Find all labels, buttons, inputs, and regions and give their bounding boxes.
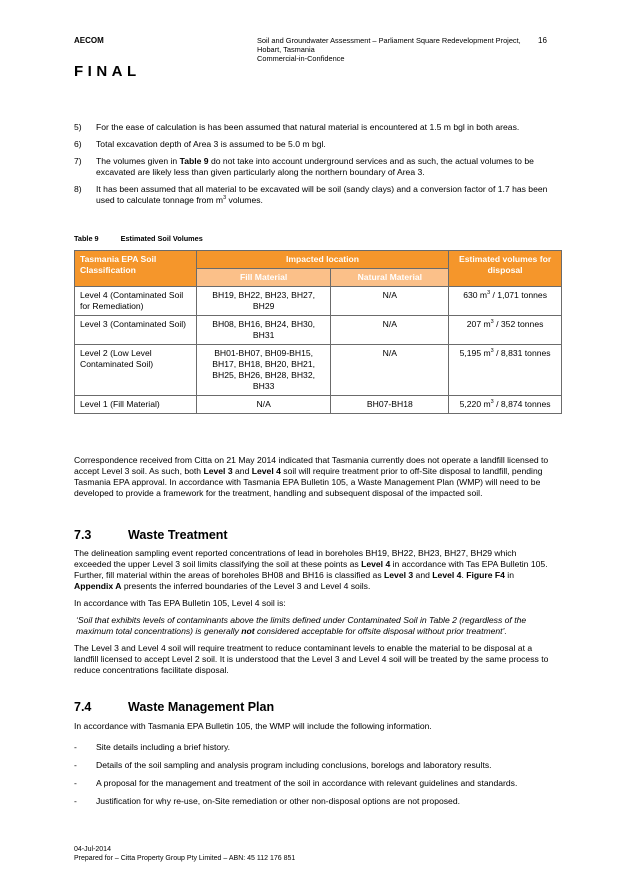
list-item: - Justification for why re-use, on-Site remediation or other non-disposal options are not proposed. (74, 796, 461, 806)
paragraph: The Level 3 and Level 4 soil will require treatment to reduce contaminant levels to enable the material to be disposal at a landfill licensed to accept Level 2 soil. It is understood that the Level 3 and Level 4 soil will be treated by the same process to reduce concentrations facilitate disposal. (74, 643, 549, 675)
footer-date: 04-Jul-2014 (74, 846, 111, 853)
soil-volumes-table (74, 250, 562, 414)
note-item: 6) Total excavation depth of Area 3 is assumed to be 5.0 m bgl. (74, 139, 326, 149)
section-body-waste-treatment (74, 548, 552, 682)
header-impacted-location: Impacted location (196, 251, 448, 269)
header-natural-material: Natural Material (331, 269, 449, 287)
paragraph: In accordance with Tas EPA Bulletin 105, Level 4 soil is: (74, 598, 286, 608)
document-title (257, 36, 527, 64)
note-item: 7) The volumes given in Table 9 do not take into account underground services and as such, the actual volumes to be excavated are likely less than given particularly along the northern boundary of Area 3. (74, 156, 534, 177)
wmp-intro: In accordance with Tasmania EPA Bulletin 105, the WMP will include the following information. (74, 721, 432, 731)
note-item: 5) For the ease of calculation is has been assumed that natural material is encountered at 1.5 m bgl in both areas. (74, 122, 520, 132)
title-line-2: Hobart, Tasmania (257, 45, 315, 55)
section-heading-waste-management-plan: 7.4 Waste Management Plan (74, 700, 275, 714)
header-estimated-volumes: Estimated volumes for disposal (449, 251, 562, 287)
table-row: Level 1 (Fill Material) N/A BH07-BH18 5,220 $m^3 / 8,874$ tonnes (75, 396, 562, 414)
correspondence-paragraph: Correspondence received from Citta on 21 May 2014 indicated that Tasmania currently does not operate a landfill licensed to accept Level 3 soil. As such, both Level 3 and Level 4 soil will require treatment prior to off-Site disposal to landfill, pending Tasmania EPA approval. In accordance with Tasmania EPA Bulletin 105, a Waste Management Plan (WMP) will need to be developed to provide a framework for the treatment, handling and subsequent disposal of the impacted soil. (74, 455, 549, 498)
list-item: - A proposal for the management and treatment of the soil in accordance with relevant guidelines and standards. (74, 778, 518, 788)
header-fill-material: Fill Material (196, 269, 331, 287)
list-item: - Details of the soil sampling and analysis program including conclusions, borelogs and laboratory results. (74, 760, 492, 770)
note-item: 8) It has been assumed that all material to be excavated will be soil (sandy clays) and a conversion factor of 1.7 has been used to calculate tonnage from $m^3$ volumes. (74, 184, 548, 205)
title-line-1: Soil and Groundwater Assessment – Parliament Square Redevelopment Project, (257, 36, 521, 45)
table-row: Level 2 (Low Level Contaminated Soil) BH01-BH07, BH09-BH15, BH17, BH18, BH20, BH21, BH25, BH26, BH28, BH32, BH33 N/A 5,195 $m^3 / 8,831$ tonnes (75, 345, 562, 396)
table-row: Level 3 (Contaminated Soil) BH08, BH16, BH24, BH30, BH31 N/A 207 $m^3 / 352$ tonnes (75, 316, 562, 345)
wmp-list (74, 742, 552, 814)
section-heading-waste-treatment: 7.3 Waste Treatment (74, 528, 228, 542)
table-caption: Table 9 Estimated Soil Volumes (74, 234, 203, 243)
document-status: FINAL (74, 63, 141, 80)
page-footer (74, 845, 295, 863)
header-classification: Tasmania EPA Soil Classification (75, 251, 197, 287)
table-row: Level 4 (Contaminated Soil for Remediation) BH19, BH22, BH23, BH27, BH29 N/A 630 $m^3 / 1,071$ tonnes (75, 287, 562, 316)
quote: ‘Soil that exhibits levels of contaminants above the limits defined under Contaminated Soil in Table 2 (regardless of the maximum total concentrations) is generally not considered acceptable for offsite disposal without prior treatment’. (76, 615, 527, 636)
title-line-3: Commercial-in-Confidence (257, 54, 345, 64)
page-number: 16 (538, 36, 547, 45)
company-name: AECOM (74, 36, 104, 45)
footer-prepared-for: Prepared for – Citta Property Group Pty Limited – ABN: 45 112 176 851 (74, 855, 296, 862)
paragraph: The delineation sampling event reported concentrations of lead in boreholes BH19, BH22, BH23, BH27, BH29 which exceeded the upper Level 3 soil limits classifying the soil at these points as Level 4 in accordance with Tas EPA Bulletin 105. Further, fill material within the areas of boreholes BH08 and BH16 is classified as Level 3 and Level 4. Figure F4 in Appendix A presents the inferred boundaries of the Level 3 and Level 4 soils. (74, 548, 548, 591)
table-notes (74, 122, 552, 212)
list-item: - Site details including a brief history. (74, 742, 231, 752)
